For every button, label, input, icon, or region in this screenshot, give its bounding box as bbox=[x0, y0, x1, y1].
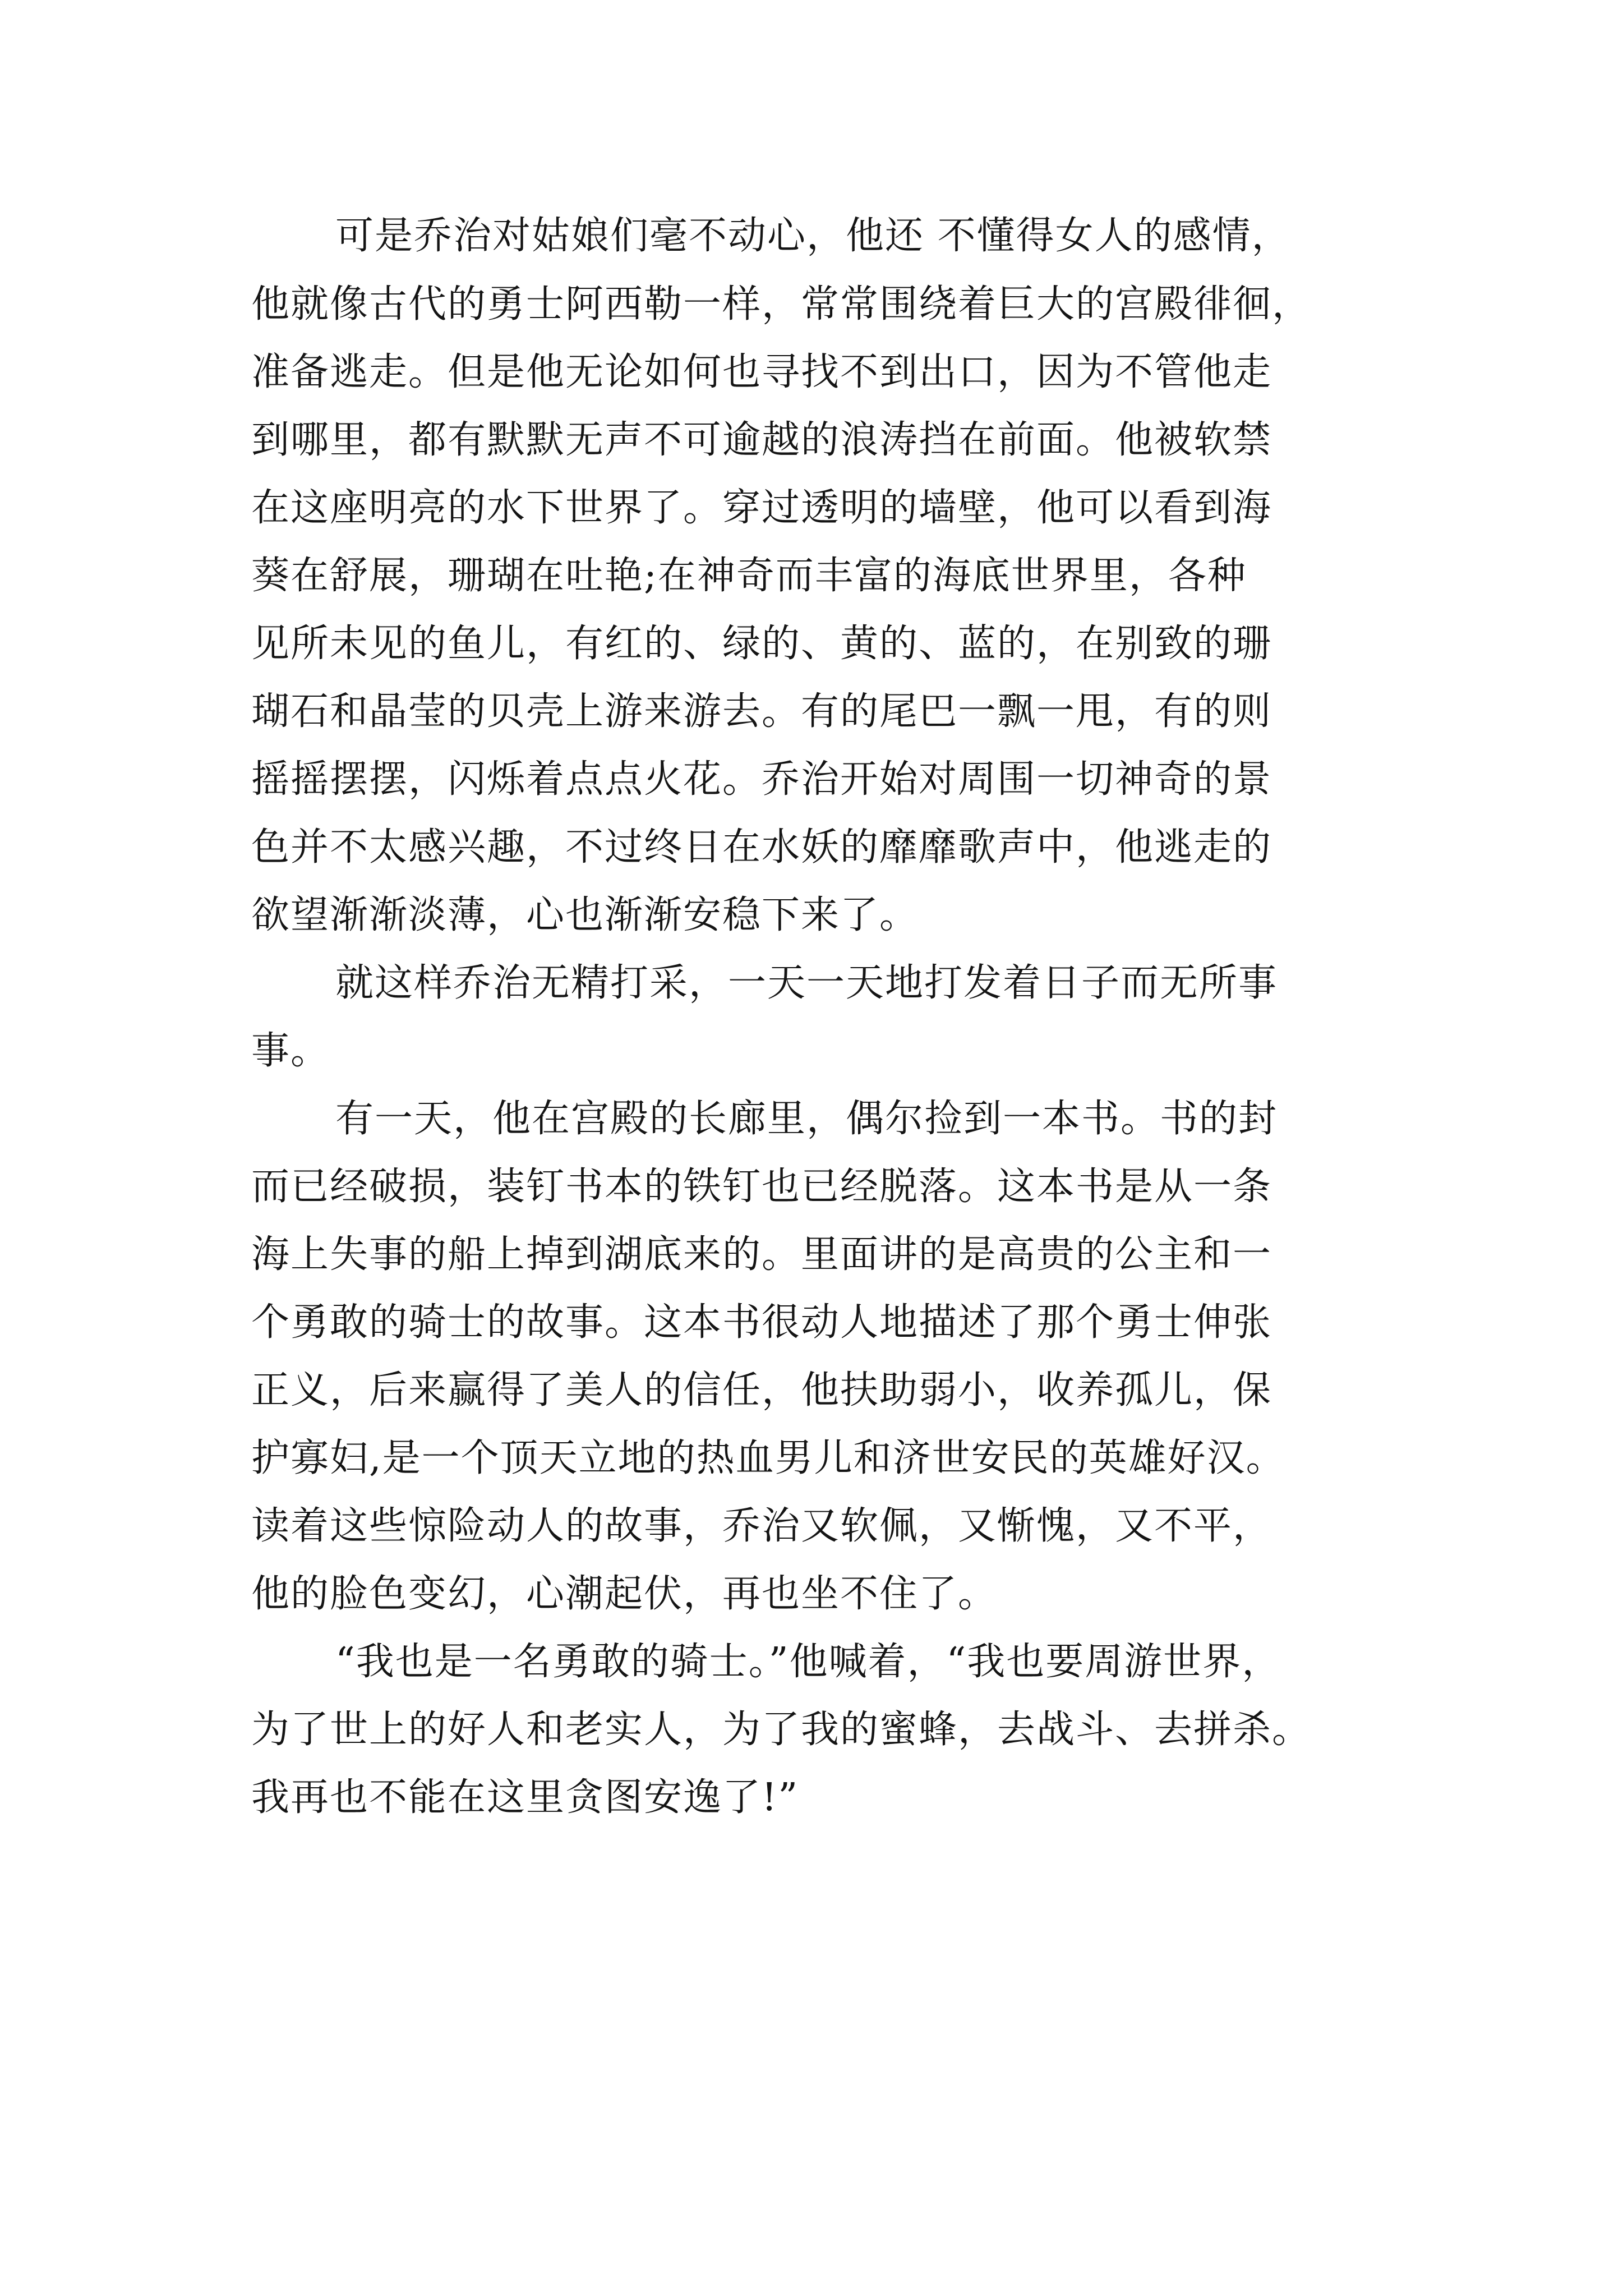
text-line-9: 摇摇摆摆，闪烁着点点火花。乔治开始对周围一切神奇的景 bbox=[251, 757, 1272, 802]
text-line-24: 我再也不能在这里贪图安逸了!” bbox=[251, 1775, 799, 1820]
text-line-13: 事。 bbox=[251, 1029, 330, 1073]
text-line-19: 护寡妇,是一个顶天立地的热血男儿和济世安民的英雄好汉。 bbox=[251, 1436, 1285, 1480]
text-line-7: 见所未见的鱼儿，有红的、绿的、黄的、蓝的，在别致的珊 bbox=[251, 622, 1272, 666]
text-line-3: 准备逃走。但是他无论如何也寻找不到出口，因为不管他走 bbox=[251, 350, 1272, 394]
text-line-11: 欲望渐渐淡薄，心也渐渐安稳下来了。 bbox=[251, 893, 919, 937]
text-line-5: 在这座明亮的水下世界了。穿过透明的墙壁，他可以看到海 bbox=[251, 486, 1272, 530]
text-line-2: 他就像古代的勇士阿西勒一样，常常围绕着巨大的宫殿徘徊， bbox=[251, 282, 1312, 326]
text-line-22: “我也是一名勇敢的骑士。”他喊着，“我也要周游世界， bbox=[335, 1640, 1281, 1684]
text-line-12: 就这样乔治无精打采，一天一天地打发着日子而无所事 bbox=[335, 961, 1278, 1005]
text-line-15: 而已经破损，装钉书本的铁钉也已经脱落。这本书是从一条 bbox=[251, 1165, 1272, 1209]
text-line-8: 瑚石和晶莹的贝壳上游来游去。有的尾巴一飘一甩，有的则 bbox=[251, 689, 1272, 734]
text-line-1: 可是乔治对姑娘们毫不动心，他还 不懂得女人的感情， bbox=[335, 214, 1291, 258]
text-line-14: 有一天，他在宫殿的长廊里，偶尔捡到一本书。书的封 bbox=[335, 1097, 1278, 1141]
text-line-23: 为了世上的好人和老实人，为了我的蜜蜂，去战斗、去拼杀。 bbox=[251, 1708, 1312, 1752]
text-line-20: 读着这些惊险动人的故事，乔治又软佩，又惭愧，又不平， bbox=[251, 1504, 1272, 1548]
text-line-21: 他的脸色变幻，心潮起伏，再也坐不住了。 bbox=[251, 1572, 998, 1616]
text-line-18: 正义，后来赢得了美人的信任，他扶助弱小，收养孤儿，保 bbox=[251, 1368, 1272, 1412]
text-line-16: 海上失事的船上掉到湖底来的。里面讲的是高贵的公主和一 bbox=[251, 1232, 1272, 1277]
text-line-10: 色并不太感兴趣，不过终日在水妖的靡靡歌声中，他逃走的 bbox=[251, 825, 1272, 869]
text-line-4: 到哪里，都有默默无声不可逾越的浪涛挡在前面。他被软禁 bbox=[251, 418, 1272, 462]
text-line-17: 个勇敢的骑士的故事。这本书很动人地描述了那个勇士伸张 bbox=[251, 1300, 1272, 1345]
text-line-6: 葵在舒展，珊瑚在吐艳;在神奇而丰富的海底世界里，各种 bbox=[251, 554, 1247, 598]
